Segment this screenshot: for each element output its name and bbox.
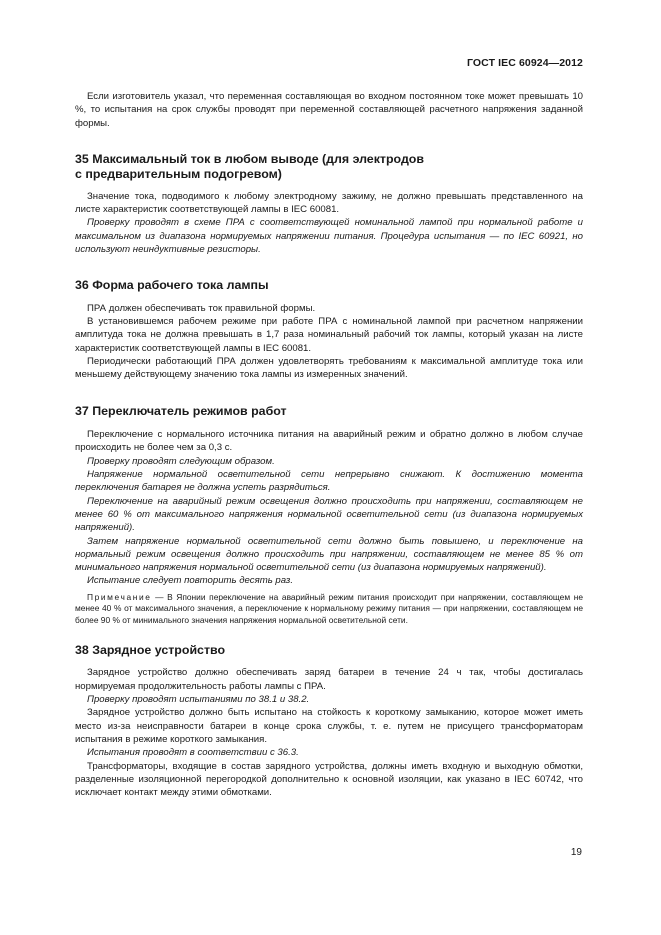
note-text: — В Японии переключение на аварийный режим питания происходит при напряжении, составляющем не менее 40 % от максимального значения, а переключение к нормальному режиму питания — при напряжении, составляющем не более 90 % от минимального значения напряжения нормальной осветительной сети. [75, 591, 583, 625]
section-37-test-paragraph: Проверку проводят следующим образом. [87, 455, 275, 467]
note-label: Примечание [87, 591, 152, 602]
section-37-test-paragraph: Переключение на аварийный режим освещения должно происходить при напряжении, составляющем не менее 60 % от максимального напряжения нормальной осветительной сети (из диапазона нормируемых напряжений). [75, 495, 583, 534]
section-36-paragraph: ПРА должен обеспечивать ток правильной формы. [87, 302, 316, 314]
section-37-test-paragraph: Напряжение нормальной осветительной сети непрерывно снижают. К достижению момента переключения батарея не должна успеть разрядиться. [75, 469, 583, 494]
section-35-paragraph: Значение тока, подводимого к любому электродному зажиму, не должно превышать представленного на листе характеристик соответствующей лампы в IEC 60081. [75, 190, 583, 216]
section-35-heading [75, 152, 583, 183]
section-37-note [75, 592, 583, 626]
section-38-paragraph: Трансформаторы, входящие в состав зарядного устройства, должны иметь входную и выходную обмотки, разделенные изоляционной перегородкой дополнительно к основной изоляции, как указано в IEC 60742, что исключает контакт между этими обмотками. [75, 760, 583, 799]
section-35-title-line1: 35 Максимальный ток в любом выводе (для электродов [75, 151, 424, 166]
section-37-test-paragraph: Затем напряжение нормальной осветительной сети должно быть повышено, и переключение на нормальный режим освещения должно происходить при напряжении, составляющем не менее 85 % от минимального напряжения нормальной осветительной сети (из диапазона нормируемых напряжений). [75, 535, 583, 574]
section-36-heading: 36 Форма рабочего тока лампы [75, 278, 269, 293]
section-38-paragraph: Зарядное устройство должно обеспечивать заряд батареи в течение 24 ч так, чтобы достигалась нормируемая продолжительность работы лампы с ПРА. [75, 667, 583, 692]
section-38-test-paragraph: Проверку проводят испытаниями по 38.1 и 38.2. [87, 694, 310, 706]
intro-paragraph: Если изготовитель указал, что переменная составляющая во входном постоянном токе может превышать 10 %, то испытания на срок службы проводят при переменной составляющей расчетного напряжения заданной формы. [75, 91, 583, 129]
section-37-paragraph: Переключение с нормального источника питания на аварийный режим и обратно должно в любом случае происходить не более чем за 0,3 с. [75, 429, 583, 454]
section-36-paragraph: Периодически работающий ПРА должен удовлетворять требованиям к максимальной амплитуде тока или меньшему действующему значению тока лампы из измеренных значений. [75, 356, 583, 381]
section-37-test-paragraph: Испытание следует повторить десять раз. [87, 575, 293, 587]
section-38-paragraph: Зарядное устройство должно быть испытано на стойкость к короткому замыканию, которое может иметь место из-за неисправности батареи в конце срока службы, т. е. путем не присущего трансформаторам испытания в режиме короткого замыкания. [75, 707, 583, 745]
page-number: 19 [570, 847, 582, 858]
section-37-heading: 37 Переключатель режимов работ [75, 403, 287, 418]
section-38-heading: 38 Зарядное устройство [75, 642, 226, 657]
section-35-title-line2: с предварительным подогревом) [75, 167, 282, 182]
section-35-test-paragraph: Проверку проводят в схеме ПРА с соответствующей номинальной лампой при нормальной работе и максимальном из диапазона нормируемых напряжении питания. Процедура испытания — по IEC 60921, но используют неиндуктивные резисторы. [75, 217, 583, 256]
section-36-paragraph: В установившемся рабочем режиме при работе ПРА с номинальной лампой при расчетном напряжении амплитуда тока не должна превышать в 1,7 раза номинальный рабочий ток лампы, который указан на листе характеристик соответствующей лампы в IEC 60081. [75, 316, 583, 354]
section-38-test-paragraph: Испытания проводят в соответствии с 36.3. [87, 747, 299, 759]
document-header: ГОСТ IEC 60924—2012 [466, 57, 583, 69]
document-body [75, 90, 583, 799]
